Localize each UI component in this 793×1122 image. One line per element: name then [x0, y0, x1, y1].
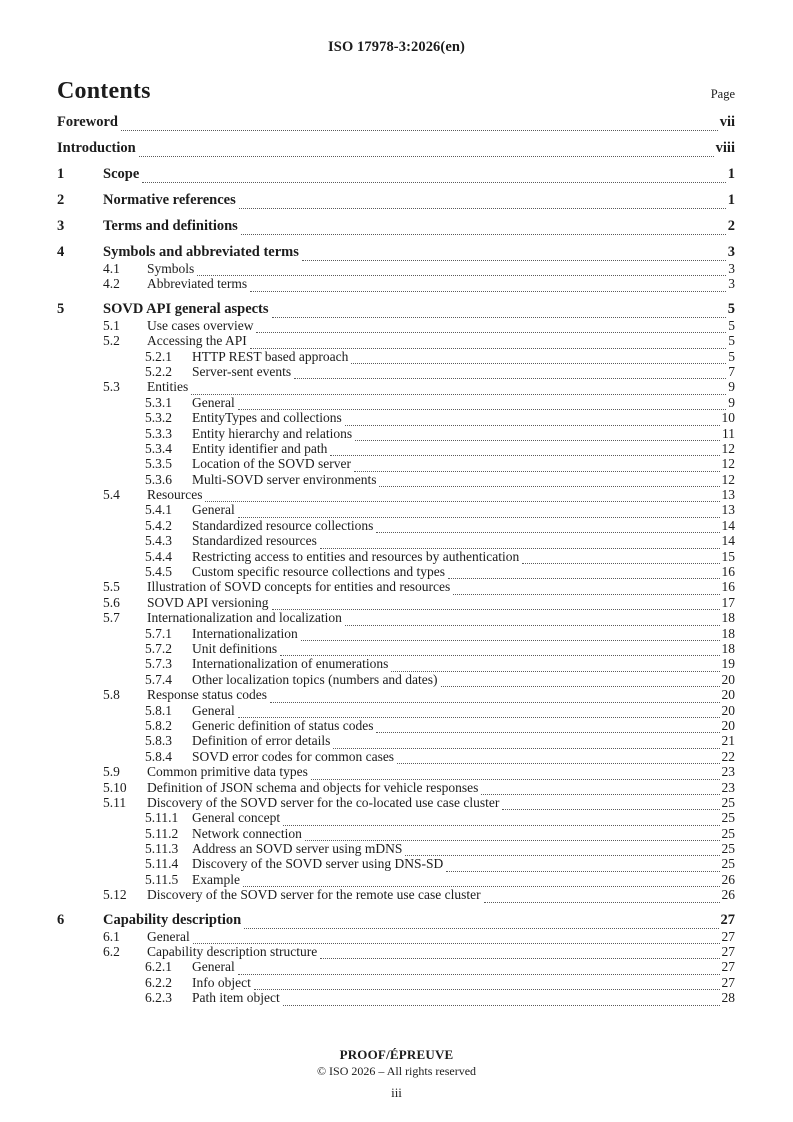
toc-entry — [57, 456, 735, 471]
toc-entry-number: 5.7.2 — [145, 640, 172, 656]
toc-entry-page: 5 — [727, 300, 735, 317]
toc-entry-title: Standardized resources — [192, 533, 317, 549]
toc-entry-page: 3 — [728, 261, 735, 276]
toc-entry-page: 9 — [728, 379, 735, 395]
toc-entry-page: 12 — [721, 456, 735, 472]
toc-entry-page: 21 — [721, 733, 735, 749]
toc-entry-page: 25 — [721, 825, 735, 841]
toc-entry-title: Use cases overview — [147, 317, 254, 333]
toc-entry — [57, 929, 735, 944]
toc-entry-title: Network connection — [192, 825, 302, 841]
toc-entry — [57, 595, 735, 610]
toc-entry — [57, 610, 735, 625]
toc-entry-title: Restricting access to entities and resources by authentication — [192, 548, 520, 564]
toc-entry-title: Discovery of the SOVD server for the remote use case cluster — [147, 887, 481, 903]
toc-entry-title: Internationalization of enumerations — [192, 656, 389, 672]
dot-leader — [481, 790, 719, 795]
toc-entry-number: 4.2 — [103, 276, 120, 292]
toc-entry-page: 15 — [721, 548, 735, 564]
toc-entry-page: 26 — [721, 871, 735, 887]
toc-entry-number: 5.7.1 — [145, 625, 172, 641]
toc-entry-number: 5.7 — [103, 610, 120, 626]
toc-entry-title: SOVD API versioning — [147, 594, 269, 610]
dot-leader — [302, 256, 726, 261]
toc-entry-page: 9 — [728, 394, 735, 410]
toc-entry-number: 5.3.6 — [145, 471, 172, 487]
dot-leader — [250, 287, 726, 292]
toc-entry-title: Standardized resource collections — [192, 517, 374, 533]
toc-entry-number: 5.8.4 — [145, 748, 172, 764]
toc-entry — [57, 410, 735, 425]
toc-entry-title: Common primitive data types — [147, 764, 308, 780]
toc-entry-page: 1 — [727, 192, 735, 208]
toc-entry-title: General — [147, 928, 190, 944]
toc-entry-number: 5.10 — [103, 779, 127, 795]
toc-entry-page: 23 — [721, 764, 735, 780]
table-of-contents — [57, 114, 735, 1006]
toc-entry — [57, 549, 735, 564]
toc-entry-title: Definition of error details — [192, 733, 331, 749]
toc-entry — [57, 301, 735, 318]
toc-entry-title: Definition of JSON schema and objects for vehicle responses — [147, 779, 479, 795]
toc-entry — [57, 749, 735, 764]
toc-entry — [57, 276, 735, 291]
toc-entry-page: 5 — [728, 333, 735, 349]
toc-entry — [57, 218, 735, 235]
dot-leader — [283, 1001, 720, 1006]
page-footer — [0, 1047, 793, 1101]
toc-entry-title: Discovery of the SOVD server using DNS-SD — [192, 856, 444, 872]
toc-entry-page: 16 — [721, 564, 735, 580]
toc-entry — [57, 944, 735, 959]
toc-entry — [57, 114, 735, 131]
toc-entry — [57, 441, 735, 456]
toc-entry-number: 5.11 — [103, 794, 127, 810]
toc-entry-page: 12 — [721, 471, 735, 487]
toc-entry-number: 5.11.2 — [145, 825, 179, 841]
toc-entry-page: vii — [719, 114, 735, 130]
toc-entry-title: General — [192, 702, 235, 718]
toc-entry-page: 18 — [721, 610, 735, 626]
toc-entry-title: Response status codes — [147, 687, 267, 703]
toc-entry — [57, 718, 735, 733]
toc-entry — [57, 841, 735, 856]
toc-entry-title: Capability description structure — [147, 944, 318, 960]
toc-entry-page: 5 — [728, 317, 735, 333]
toc-entry-page: 14 — [721, 517, 735, 533]
toc-entry-number: 5.8.3 — [145, 733, 172, 749]
dot-leader — [345, 621, 720, 626]
toc-entry-number: 5.4.3 — [145, 533, 172, 549]
toc-entry — [57, 487, 735, 502]
toc-entry-title: Terms and definitions — [103, 218, 238, 234]
toc-entry-page: 25 — [721, 810, 735, 826]
toc-entry-number: 5.11.4 — [145, 856, 179, 872]
toc-entry-page: 27 — [721, 928, 735, 944]
toc-entry-page: 22 — [721, 748, 735, 764]
document-reference: ISO 17978-3:2026(en) — [328, 39, 465, 55]
toc-entry-page: 16 — [721, 579, 735, 595]
toc-entry — [57, 140, 735, 157]
page-number: iii — [391, 1085, 402, 1100]
toc-entry-title: Generic definition of status codes — [192, 717, 374, 733]
dot-leader — [256, 328, 726, 333]
dot-leader — [139, 152, 714, 157]
toc-entry-title: Info object — [192, 974, 251, 990]
toc-entry-title: Accessing the API — [147, 333, 247, 349]
toc-entry-page: 23 — [721, 779, 735, 795]
toc-entry-number: 4 — [57, 244, 65, 260]
toc-entry — [57, 318, 735, 333]
toc-entry-page: 10 — [721, 410, 735, 426]
toc-entry — [57, 426, 735, 441]
dot-leader — [484, 898, 720, 903]
toc-entry-number: 5.12 — [103, 887, 127, 903]
toc-entry-page: 11 — [722, 425, 735, 441]
toc-entry-number: 5.3.2 — [145, 410, 172, 426]
toc-entry-number: 6 — [57, 911, 65, 928]
dot-leader — [320, 954, 719, 959]
dot-leader — [301, 636, 720, 641]
toc-entry — [57, 764, 735, 779]
toc-entry-page: viii — [715, 140, 735, 156]
toc-entry — [57, 564, 735, 579]
toc-entry-title: Entity hierarchy and relations — [192, 425, 353, 441]
toc-entry — [57, 856, 735, 871]
toc-entry-number: 3 — [57, 218, 65, 234]
toc-entry-title: Custom specific resource collections and types — [192, 564, 446, 580]
dot-leader — [283, 821, 719, 826]
toc-entry-title: Discovery of the SOVD server for the co-located use case cluster — [147, 794, 500, 810]
dot-leader — [441, 682, 720, 687]
toc-entry-number: 6.2.1 — [145, 959, 172, 975]
toc-entry-number: 5.3.5 — [145, 456, 172, 472]
toc-entry-number: 5.4.4 — [145, 548, 172, 564]
toc-entry-number: 5.7.3 — [145, 656, 172, 672]
toc-entry-page: 25 — [721, 856, 735, 872]
toc-entry-page: 12 — [721, 440, 735, 456]
dot-leader — [379, 482, 719, 487]
toc-entry-page: 27 — [721, 959, 735, 975]
toc-entry — [57, 641, 735, 656]
toc-entry-page: 27 — [721, 974, 735, 990]
dot-leader — [522, 559, 719, 564]
toc-entry — [57, 395, 735, 410]
toc-entry-page: 17 — [721, 594, 735, 610]
toc-entry — [57, 472, 735, 487]
toc-entry — [57, 502, 735, 517]
dot-leader — [270, 698, 720, 703]
toc-entry — [57, 656, 735, 671]
toc-entry-number: 6.2.3 — [145, 990, 172, 1006]
toc-entry-title: Example — [192, 871, 240, 887]
proof-label: PROOF/ÉPREUVE — [339, 1047, 454, 1062]
toc-entry-page: 18 — [721, 625, 735, 641]
dot-leader — [191, 390, 726, 395]
toc-entry-title: Internationalization and localization — [147, 610, 342, 626]
toc-entry — [57, 780, 735, 795]
toc-entry-title: Introduction — [57, 140, 136, 156]
toc-entry-page: 25 — [721, 794, 735, 810]
toc-entry — [57, 872, 735, 887]
toc-entry-page: 19 — [721, 656, 735, 672]
dot-leader — [254, 985, 720, 990]
toc-entry-page: 13 — [721, 487, 735, 503]
toc-entry-page: 2 — [727, 218, 735, 234]
toc-entry-page: 3 — [727, 244, 735, 260]
toc-entry-number: 5.11.3 — [145, 841, 179, 857]
dot-leader — [345, 421, 720, 426]
toc-entry-number: 6.2.2 — [145, 974, 172, 990]
dot-leader — [239, 204, 726, 209]
toc-entry-title: SOVD API general aspects — [103, 300, 269, 317]
toc-entry-title: Unit definitions — [192, 640, 278, 656]
toc-entry-number: 5.3.4 — [145, 440, 172, 456]
dot-leader — [351, 359, 726, 364]
toc-entry-number: 5.8 — [103, 687, 120, 703]
toc-entry-page: 20 — [721, 717, 735, 733]
toc-entry-number: 5.4.1 — [145, 502, 172, 518]
toc-entry-number: 5.7.4 — [145, 671, 172, 687]
toc-entry-page: 27 — [720, 911, 735, 928]
dot-leader — [272, 313, 726, 318]
toc-entry — [57, 795, 735, 810]
toc-entry-title: Multi-SOVD server environments — [192, 471, 377, 487]
toc-entry-title: General concept — [192, 810, 281, 826]
toc-entry-title: EntityTypes and collections — [192, 410, 342, 426]
toc-entry-page: 5 — [728, 348, 735, 364]
toc-entry-number: 5.9 — [103, 764, 120, 780]
toc-entry-title: Scope — [103, 166, 140, 182]
toc-entry-page: 26 — [721, 887, 735, 903]
dot-leader — [142, 178, 726, 183]
toc-entry-title: Symbols and abbreviated terms — [103, 244, 299, 260]
toc-entry-title: General — [192, 394, 235, 410]
toc-entry-page: 28 — [721, 990, 735, 1006]
toc-entry-page: 20 — [721, 687, 735, 703]
toc-entry — [57, 687, 735, 702]
toc-entry — [57, 703, 735, 718]
dot-leader — [397, 759, 719, 764]
toc-entry — [57, 244, 735, 261]
toc-entry-number: 5.3.1 — [145, 394, 172, 410]
dot-leader — [244, 924, 718, 929]
toc-entry — [57, 166, 735, 183]
toc-entry-number: 5.5 — [103, 579, 120, 595]
toc-entry — [57, 990, 735, 1005]
dot-leader — [294, 374, 726, 379]
toc-entry-title: SOVD error codes for common cases — [192, 748, 395, 764]
toc-entry — [57, 733, 735, 748]
dot-leader — [391, 667, 719, 672]
toc-entry — [57, 364, 735, 379]
dot-leader — [405, 851, 719, 856]
contents-header — [57, 78, 735, 105]
toc-entry-page: 20 — [721, 671, 735, 687]
toc-entry-number: 5.2.2 — [145, 363, 172, 379]
toc-entry — [57, 518, 735, 533]
toc-entry-title: Foreword — [57, 114, 118, 130]
dot-leader — [448, 574, 719, 579]
toc-entry — [57, 379, 735, 394]
dot-leader — [376, 728, 719, 733]
dot-leader — [238, 970, 720, 975]
toc-entry-title: Other localization topics (numbers and dates) — [192, 671, 438, 687]
dot-leader — [453, 590, 719, 595]
toc-entry — [57, 333, 735, 348]
toc-entry-page: 3 — [728, 276, 735, 292]
toc-entry — [57, 192, 735, 209]
toc-entry-number: 5.6 — [103, 594, 120, 610]
toc-entry-number: 5.3.3 — [145, 425, 172, 441]
toc-entry-title: Resources — [147, 487, 203, 503]
toc-entry — [57, 349, 735, 364]
dot-leader — [502, 805, 719, 810]
toc-entry-number: 5.8.1 — [145, 702, 172, 718]
toc-entry-title: Server-sent events — [192, 363, 292, 379]
toc-entry-number: 5.4.2 — [145, 517, 172, 533]
toc-entry — [57, 626, 735, 641]
toc-entry-number: 6.2 — [103, 944, 120, 960]
toc-entry-title: General — [192, 502, 235, 518]
toc-entry-title: Internationalization — [192, 625, 298, 641]
dot-leader — [197, 271, 726, 276]
page-title: Contents — [57, 78, 151, 104]
toc-entry-number: 1 — [57, 166, 65, 182]
toc-entry-title: Normative references — [103, 192, 236, 208]
toc-entry-page: 1 — [727, 166, 735, 182]
toc-entry — [57, 887, 735, 902]
toc-entry-title: Symbols — [147, 261, 195, 276]
copyright-notice: © ISO 2026 – All rights reserved — [316, 1064, 477, 1078]
toc-entry-title: General — [192, 959, 235, 975]
toc-entry-title: Capability description — [103, 911, 242, 928]
toc-entry-number: 5.11.5 — [145, 871, 179, 887]
toc-entry-title: Abbreviated terms — [147, 276, 248, 292]
toc-entry-number: 5.2 — [103, 333, 120, 349]
toc-entry-number: 5.1 — [103, 317, 120, 333]
toc-entry — [57, 261, 735, 276]
toc-entry-page: 25 — [721, 841, 735, 857]
toc-entry-title: Path item object — [192, 990, 280, 1006]
toc-entry-number: 4.1 — [103, 261, 120, 276]
toc-entry-page: 14 — [721, 533, 735, 549]
toc-entry-title: Illustration of SOVD concepts for entities and resources — [147, 579, 451, 595]
dot-leader — [376, 528, 719, 533]
dot-leader — [355, 436, 720, 441]
dot-leader — [241, 230, 726, 235]
toc-entry-page: 27 — [721, 944, 735, 960]
toc-entry-title: Entity identifier and path — [192, 440, 328, 456]
toc-entry-title: HTTP REST based approach — [192, 348, 349, 364]
toc-entry-page: 7 — [728, 363, 735, 379]
toc-entry-number: 5.4 — [103, 487, 120, 503]
toc-entry-number: 5 — [57, 300, 65, 317]
toc-entry-number: 5.4.5 — [145, 564, 172, 580]
toc-entry-page: 13 — [721, 502, 735, 518]
toc-entry — [57, 533, 735, 548]
dot-leader — [330, 451, 719, 456]
toc-entry-number: 5.11.1 — [145, 810, 179, 826]
toc-entry — [57, 912, 735, 929]
toc-entry — [57, 826, 735, 841]
toc-entry-title: Location of the SOVD server — [192, 456, 351, 472]
toc-entry-page: 18 — [721, 640, 735, 656]
toc-entry-title: Address an SOVD server using mDNS — [192, 841, 403, 857]
dot-leader — [354, 467, 720, 472]
toc-entry-number: 5.3 — [103, 379, 120, 395]
toc-entry — [57, 959, 735, 974]
toc-entry-number: 5.2.1 — [145, 348, 172, 364]
toc-entry-number: 6.1 — [103, 928, 120, 944]
toc-entry-number: 2 — [57, 192, 65, 208]
dot-leader — [205, 497, 719, 502]
page-column-label: Page — [710, 87, 735, 101]
toc-entry-title: Entities — [147, 379, 189, 395]
toc-entry — [57, 975, 735, 990]
toc-entry-page: 20 — [721, 702, 735, 718]
toc-entry — [57, 579, 735, 594]
toc-entry — [57, 672, 735, 687]
dot-leader — [446, 867, 719, 872]
toc-entry-number: 5.8.2 — [145, 717, 172, 733]
dot-leader — [121, 126, 718, 131]
toc-entry — [57, 810, 735, 825]
